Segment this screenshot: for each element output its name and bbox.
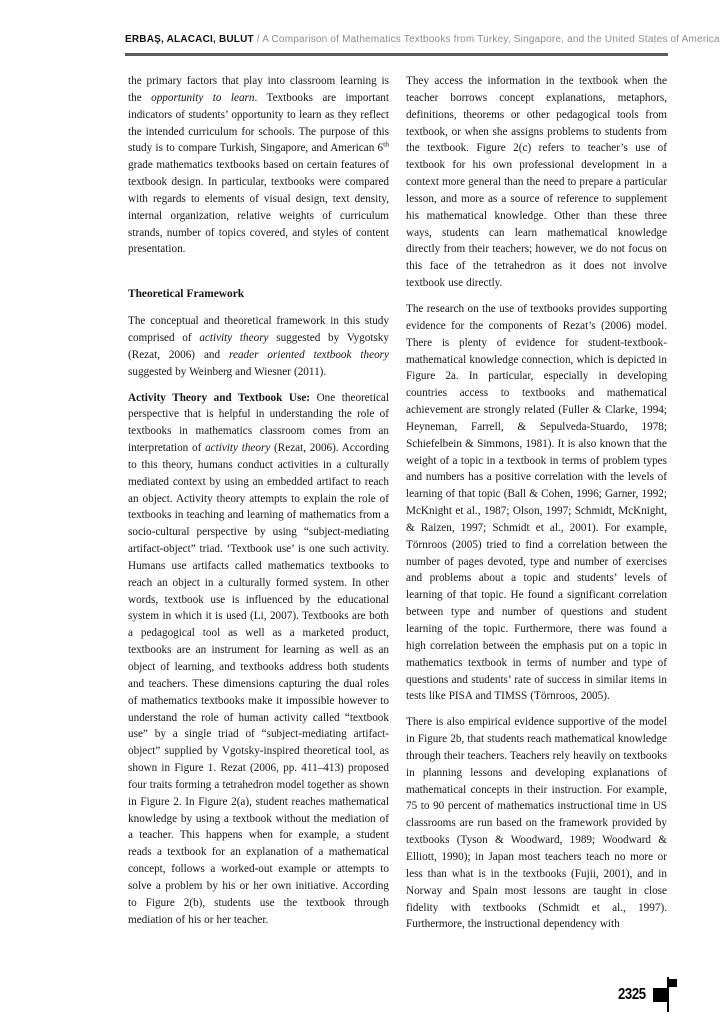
printers-mark-square-small xyxy=(669,979,677,987)
running-head-separator: / xyxy=(253,34,263,45)
printers-mark-square-big xyxy=(653,988,667,1002)
column-left xyxy=(128,73,389,942)
section-heading: Theoretical Framework xyxy=(128,288,245,301)
paragraph: They access the information in the textbook when the teacher borrows concept explanations, metaphors, definitions, theorems or other pedagogical tools from textbook, or when she assigns problems to students from the textbook. Figure 2(c) refers to teacher’s use of textbook for his own professional development in a context more general than the need to prepare a particular lesson, and more as a source of reference to supplement his mathematical knowledge. Other than these three ways, students can learn mathematical knowledge directly from their teachers; however, we do not focus on this face of the tetrahedron as it does not involve textbook use directly. xyxy=(406,75,667,290)
running-head-authors: ERBAŞ, ALACACI, BULUT xyxy=(125,34,254,45)
running-head xyxy=(125,34,720,45)
header-rule xyxy=(125,53,668,56)
running-head-title: A Comparison of Mathematics Textbooks from Turkey, Singapore, and the United States of America xyxy=(262,34,720,45)
paragraph: The conceptual and theoretical framework in this study comprised of activity theory suggested by Vygotsky (Rezat, 2006) and reader oriented textbook theory suggested by Weinberg and Wiesner (2011). xyxy=(128,315,390,378)
paragraph: the primary factors that play into classroom learning is the opportunity to learn. Textbooks are important indicators of students’ opportunity to learn as they reflect the intended curriculum for schools. The purpose of this study is to compare Turkish, Singapore, and American 6th grade mathematics textbooks based on certain features of textbook design. In particular, textbooks were compared with regards to elements of visual design, text density, internal organization, relative weights of curriculum strands, number of topics covered, and styles of content presentation. xyxy=(128,75,389,256)
paragraph: Activity Theory and Textbook Use: One theoretical perspective that is helpful in understanding the role of textbooks in mathematics classroom comes from an interpretation of activity theory (Rezat, 2006). According to this theory, humans conduct activities in a culturally mediated context by using an embedded artifact to reach an object. Activity theory attempts to explain the role of textbooks in teaching and learning of mathematics from a socio-cultural perspective by using “subject-mediating artifact-object” triad. ‘Textbook use’ is one such activity. Humans use artifacts called mathematics textbooks to reach an object in a culturally formed system. In other words, textbook use is influenced by the educational system in which it is used (Li, 2007). Textbooks are both a pedagogical tool as well as a marketed product, textbooks are an instrument for learning as well as an object of learning, and textbooks address both students and teachers. These dimensions capturing the dual roles of mathematics textbooks make it impossible however to understand the role of human activity called “textbook use” by a single triad of “subject-mediating artifact-object” supplied by Vgotsky-inspired theoretical tool, as shown in Figure 1. Rezat (2006, pp. 411–413) proposed four traits forming a tetrahedron model together as shown in Figure 2. In Figure 2(a), student reaches mathematical knowledge by using a textbook without the mediation of a teacher. This happens when for example, a student reads a textbook for an explanation of a mathematical concept, follows a worked-out example or attempts to solve a problem by his or her own initiative. According to Figure 2(b), students use the textbook through mediation of his or her teacher. xyxy=(128,391,390,926)
column-right xyxy=(406,73,667,942)
paragraph: There is also empirical evidence supportive of the model in Figure 2b, that students reach mathematical knowledge through their teachers. Teachers rely heavily on textbooks in planning lessons and developing explanations of mathematical concepts in their instruction. For example, 75 to 90 percent of mathematics instructional time in US classrooms are run based on the framework provided by textbooks (Tyson & Woodward, 1989; Woodward & Elliott, 1990); in Japan most teachers teach no more or less than what is in the textbooks (Fujii, 2001), and in Norway and Spain most lessons are taught in close fidelity with textbooks (Schmidt et al., 1997). Furthermore, the instructional dependency with xyxy=(406,716,667,931)
paragraph: The research on the use of textbooks provides supporting evidence for the components of Rezat’s (2006) model. There is plenty of evidence for student-textbook-mathematical knowledge connection, which is depicted in Figure 2a. In particular, especially in developing countries access to textbooks and mathematical achievement are strongly related (Fuller & Clarke, 1994; Heyneman, Farrell, & Sepulveda-Stuardo, 1978; Schiefelbein & Simmons, 1981). It is also known that the weight of a topic in a textbook in terms of problem types and numbers has a positive correlation with the levels of learning of that topic (Ball & Cohen, 1996; Garner, 1992; McKnight et al., 1987; Olson, 1997; Schmidt, McKnight, & Raizen, 1997; Schmidt et al., 2001). For example, Törnroos (2005) tried to find a correlation between the number of pages devoted, type and number of exercises and problems about a topic and students’ levels of learning of that topic. He found a significant correlation between type and number of questions and student learning of the topic. Furthermore, there was found a high correlation between the emphasis put on a topic in mathematics textbook in terms of number and type of questions and students’ rate of success in similar items in tests like PISA and TIMSS (Törnroos, 2005). xyxy=(406,302,667,703)
page-number: 2325 xyxy=(618,986,646,1003)
article-body xyxy=(128,73,668,942)
